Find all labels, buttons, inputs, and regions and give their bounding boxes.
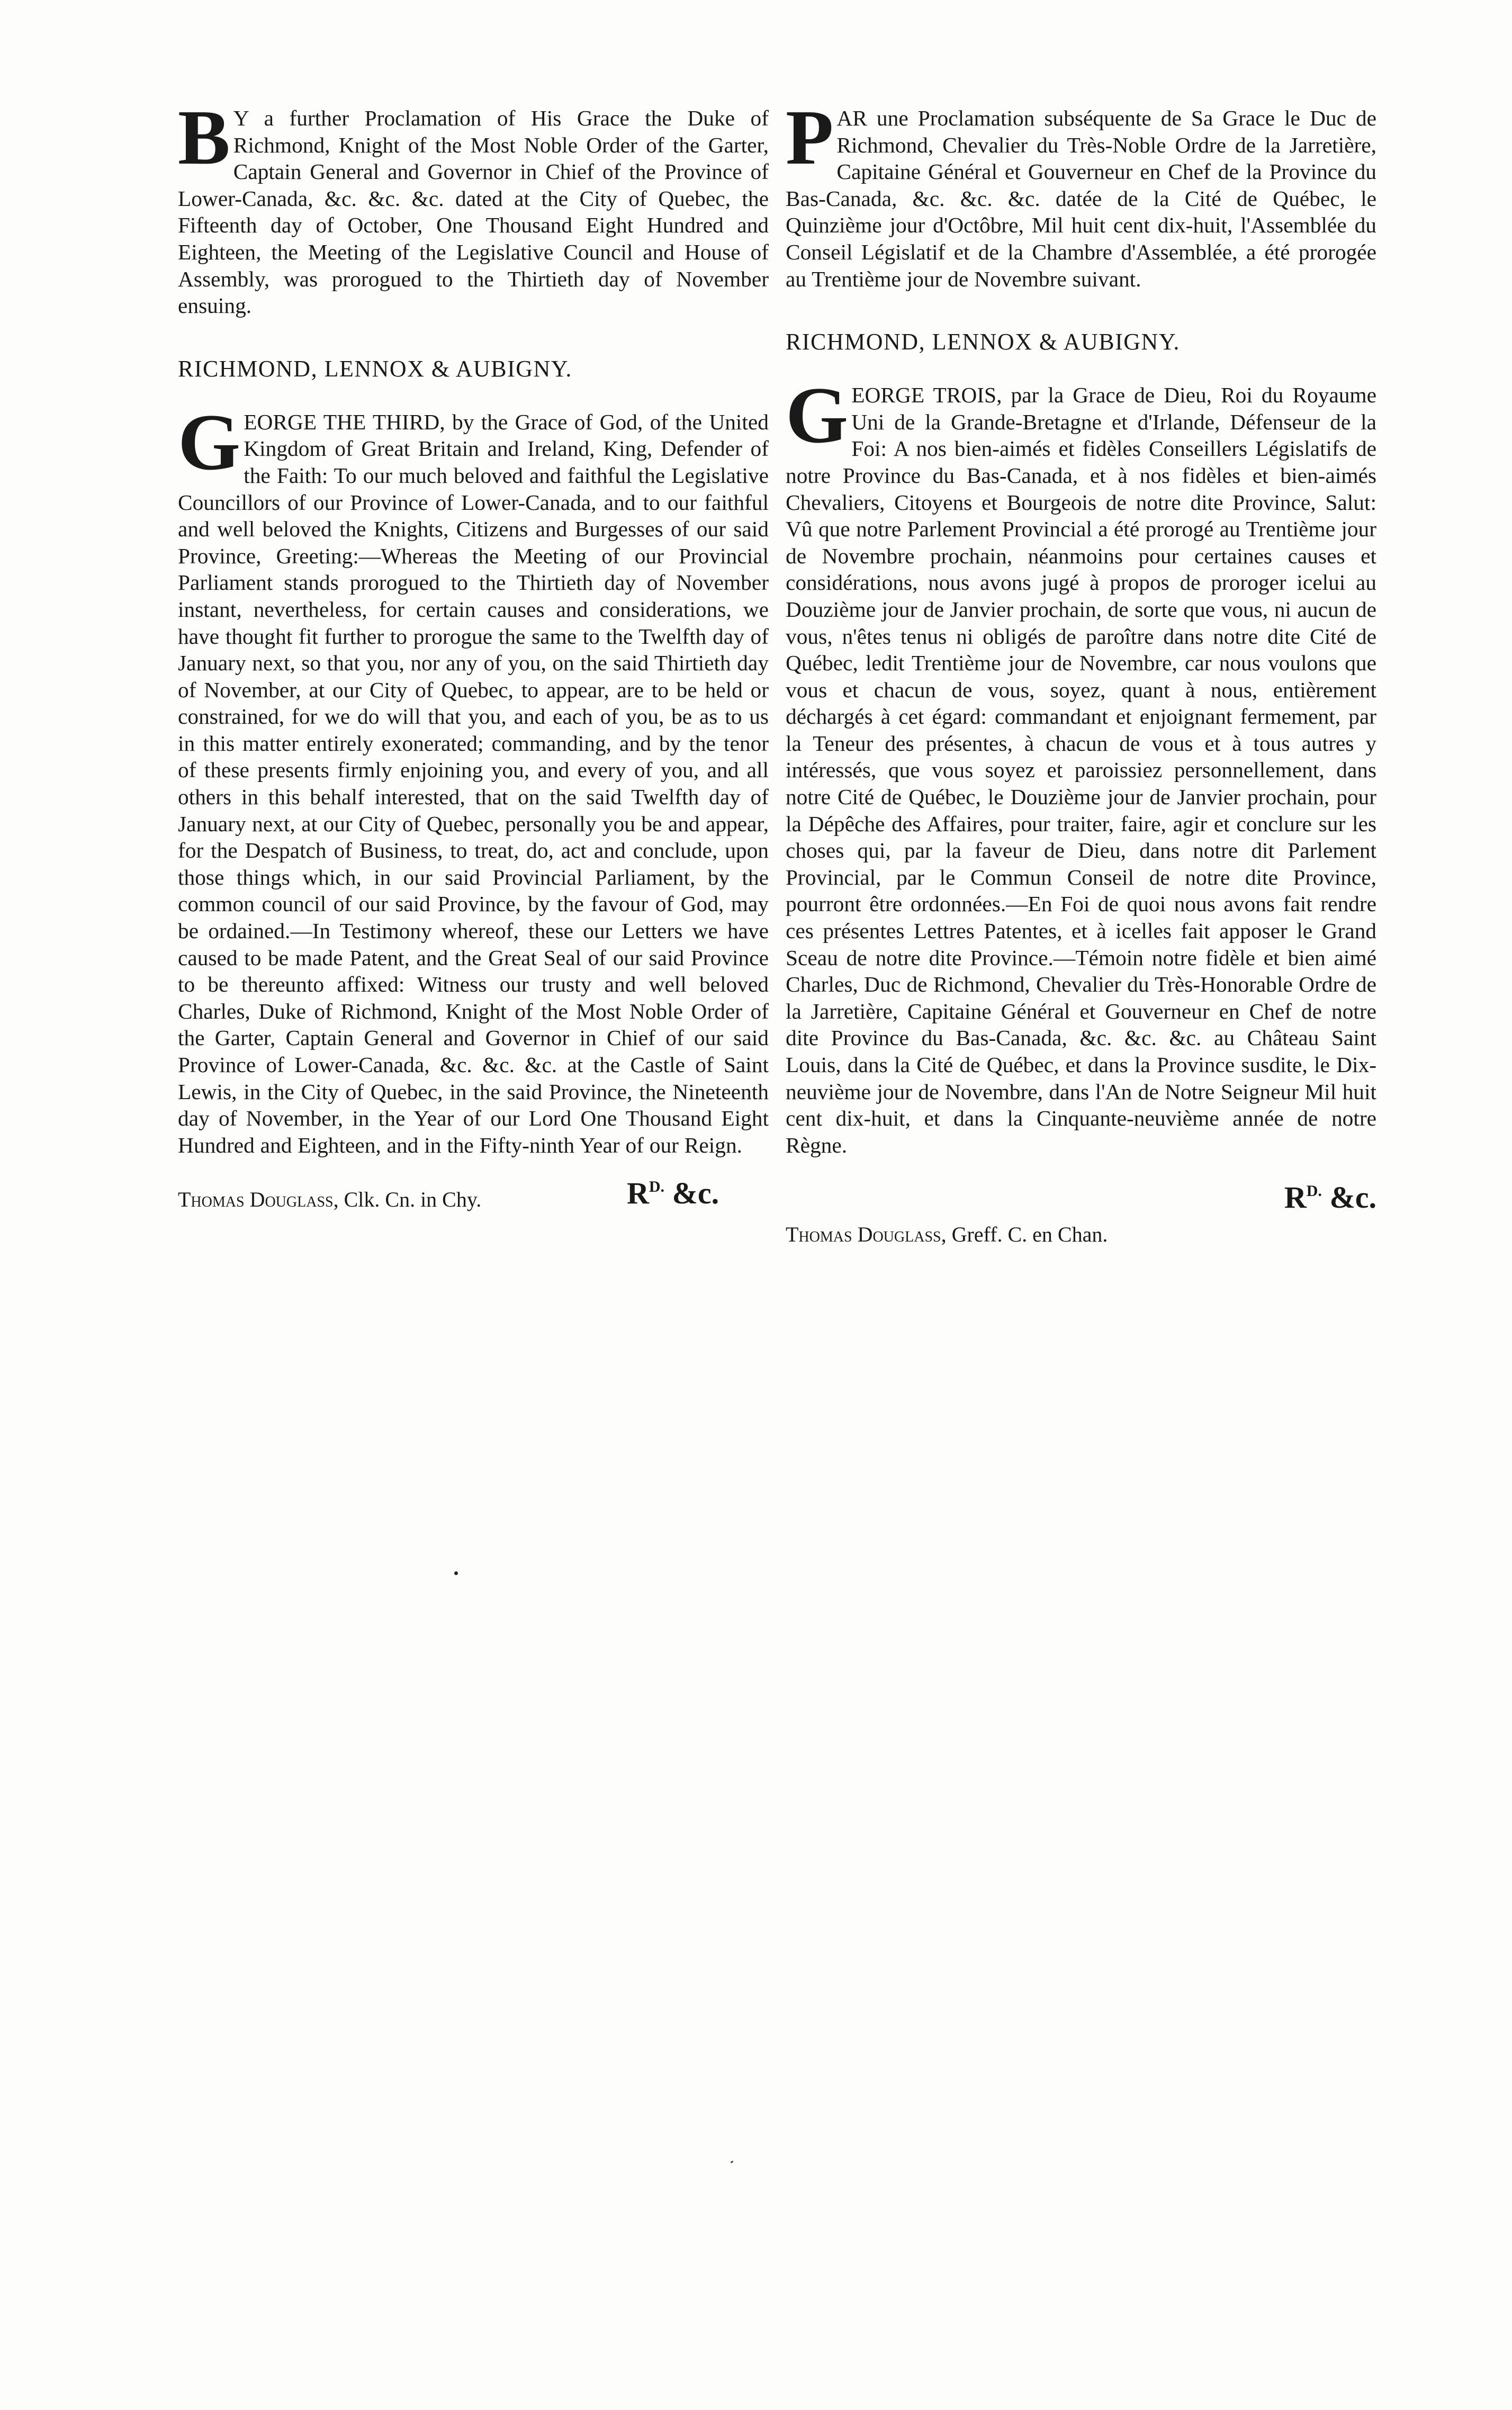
french-preamble-paragraph: [786, 94, 1376, 292]
english-rd-mark: [627, 1175, 719, 1211]
english-proclamation-text: EORGE THE THIRD, by the Grace of God, of the United Kingdom of Great Britain and Ireland, King, Defender of the Faith: To our much beloved and faithful the Legislative Councillors of our Province of Lower-Canada, and to our faithful and well beloved the Knights, Citizens and Burgesses of our said Province, Greeting:—Whereas the Meeting of our Provincial Parliament stands prorogued to the Thirtieth day of November instant, nevertheless, for certain causes and considerations, we have thought fit further to prorogue the same to the Twelfth day of January next, so that you, nor any of you, on the said Thirtieth day of November, at our City of Quebec, to appear, are to be held or constrained, for we do will that you, and each of you, be as to us in this matter entirely exonerated; commanding, and by the tenor of these presents firmly enjoining you, and every of you, and all others in this behalf interested, that on the said Twelfth day of January next, at our City of Quebec, personally you be and appear, for the Despatch of Business, to treat, do, act and conclude, upon those things which, in our said Provincial Parliament, by the common council of our said Province, by the favour of God, may be ordained.—In Testimony whereof, these our Letters we have caused to be made Patent, and the Great Seal of our said Province to be thereunto affixed: Witness our trusty and well beloved Charles, Duke of Richmond, Knight of the Most Noble Order of the Garter, Captain General and Governor in Chief of our said Province of Lower-Canada, &c. &c. &c. at the Castle of Saint Lewis, in the City of Quebec, in the said Province, the Nineteenth day of November, in the Year of our Lord One Thousand Eight Hundred and Eighteen, and in the Fifty-ninth Year of our Reign.: [178, 409, 769, 1157]
english-proclamation-paragraph: [178, 397, 769, 1159]
french-preamble-dropcap: P: [786, 94, 833, 181]
french-rd-etc: &c.: [1329, 1180, 1376, 1215]
ink-dot: [454, 1571, 458, 1575]
english-heading: RICHMOND, LENNOX & AUBIGNY.: [178, 355, 572, 382]
ink-speck: [731, 2161, 734, 2163]
french-proclamation-text: EORGE TROIS, par la Grace de Dieu, Roi du Royaume Uni de la Grande-Bretagne et d'Irlande, Défenseur de la Foi: A nos bien-aimés et fidèles Conseillers Législatifs de notre Province du Bas-Canada, et à nos fidèles et bien-aimés Chevaliers, Citoyens et Bourgeois de notre dite Province, Salut: Vû que notre Parlement Provincial a été prorogé au Trentième jour de Novembre prochain, néanmoins pour certaines causes et considérations, nous avons jugé à propos de proroger icelui au Douzième jour de Janvier prochain, de sorte que vous, ni aucun de vous, n'êtes tenus ni obligés de paroître dans notre dite Cité de Québec, ledit Trentième jour de Novembre, car nous voulons que vous et chacun de vous, soyez, quant à nous, entièrement déchargés à cet égard: commandant et enjoignant fermement, par la Teneur des présentes, à chacun de vous et à tous autres y intéressés, que vous soyez et paroissiez personnellement, dans notre Cité de Québec, le Douzième jour de Janvier prochain, pour la Dépêche des Affaires, pour traiter, faire, agir et conclure sur les choses qui, par la faveur de Dieu, dans notre dit Parlement Provincial, par le Commun Conseil de notre dite Province, pourront être ordonnées.—En Foi de quoi nous avons fait rendre ces présentes Lettres Patentes, et à icelles fait apposer le Grand Sceau de notre dite Province.—Témoin notre fidèle et bien aimé Charles, Duc de Richmond, Chevalier du Très-Honorable Ordre de la Jarretière, Capitaine Général et Gouverneur en Chef de notre dite Province du Bas-Canada, &c. &c. &c. au Château Saint Louis, dans la Cité de Québec, et dans la Province susdite, le Dix-neuvième jour de Novembre, dans l'An de Notre Seigneur Mil huit cent dix-huit, et dans la Cinquante-neuvième année de notre Règne.: [786, 383, 1376, 1157]
french-clerk-title: Greff. C. en Chan.: [951, 1222, 1108, 1247]
french-proclamation-paragraph: [786, 371, 1376, 1158]
english-rd-letter: R: [627, 1176, 649, 1211]
french-preamble-text: AR une Proclamation subséquente de Sa Grace le Duc de Richmond, Chevalier du Très-Noble Ordre de la Jarretière, Capitaine Général et Gouverneur en Chef de la Province du Bas-Canada, &c. &c. &c. datée de la Cité de Québec, le Quinzième jour d'Octôbre, Mil huit cent dix-huit, l'Assemblée du Conseil Législatif et de la Chambre d'Assemblée, a été prorogée au Trentième jour de Novembre suivant.: [786, 106, 1376, 291]
french-heading: RICHMOND, LENNOX & AUBIGNY.: [786, 329, 1180, 355]
english-proclamation-dropcap: G: [178, 397, 240, 487]
english-preamble-text: Y a further Proclamation of His Grace the Duke of Richmond, Knight of the Most Noble Order of the Garter, Captain General and Governor in Chief of the Province of Lower-Canada, &c. &c. &c. dated at the City of Quebec, the Fifteenth day of October, One Thousand Eight Hundred and Eighteen, the Meeting of the Legislative Council and House of Assembly, was prorogued to the Thirtieth day of November ensuing.: [178, 106, 769, 318]
french-clerk: [786, 1222, 1108, 1247]
french-rd-mark: [786, 1180, 1376, 1220]
english-signature-line: [178, 1176, 769, 1224]
english-column: [178, 94, 769, 1224]
english-clerk-name: Thomas Douglass,: [178, 1188, 339, 1212]
french-rd-superscript: D.: [1306, 1182, 1322, 1200]
english-rd-etc: &c.: [672, 1176, 719, 1211]
english-preamble-dropcap: B: [178, 94, 229, 181]
english-clerk-title: Clk. Cn. in Chy.: [344, 1188, 482, 1212]
english-clerk: [178, 1187, 481, 1212]
french-column: [786, 94, 1376, 1259]
english-preamble-paragraph: [178, 94, 769, 319]
french-proclamation-dropcap: G: [786, 371, 848, 460]
french-signature-line: [786, 1222, 1376, 1259]
french-rd-letter: R: [1284, 1180, 1307, 1215]
french-clerk-name: Thomas Douglass,: [786, 1222, 947, 1247]
english-rd-superscript: D.: [649, 1178, 665, 1196]
